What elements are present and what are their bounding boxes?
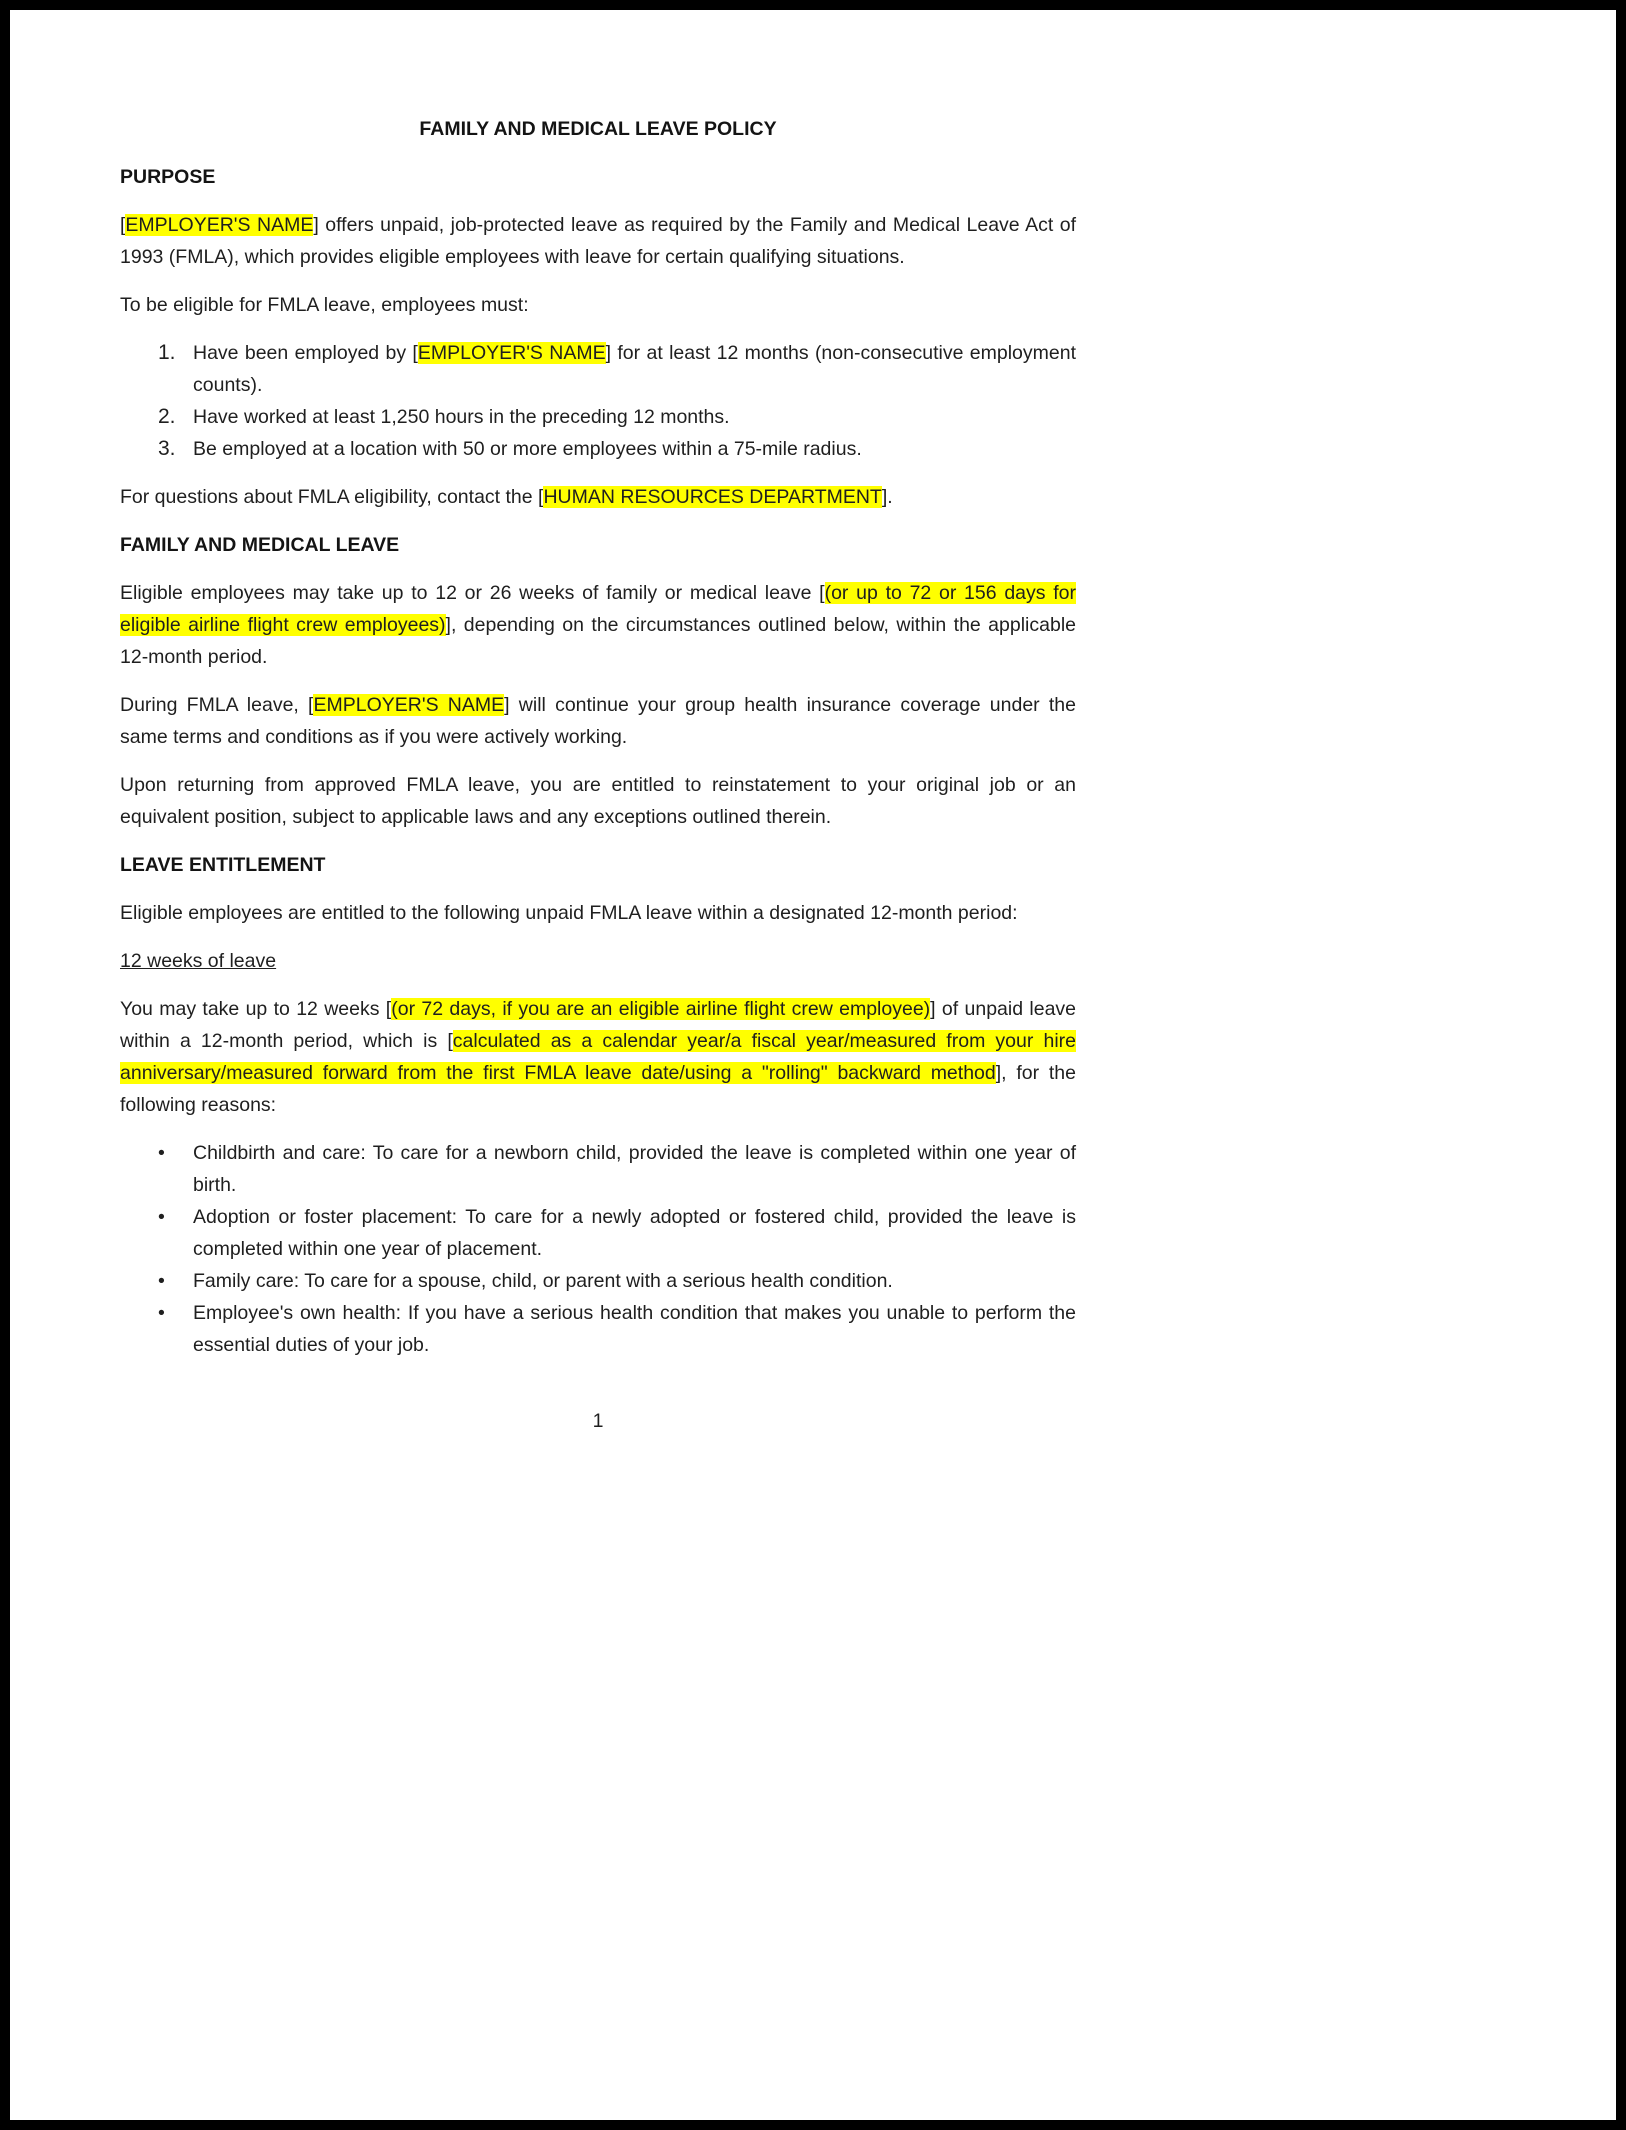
bullet-item-own-health bbox=[120, 1297, 1076, 1361]
document-content bbox=[120, 113, 1076, 1437]
text-run: ] of unpaid leave within a 12-month period, which is [ bbox=[120, 998, 1077, 1052]
highlighted-text: EMPLOYER'S NAME bbox=[125, 214, 314, 236]
list-number-3: 3. bbox=[158, 437, 176, 460]
text-run: Childbirth and care: To care for a newborn child, provided the leave is completed within one year of birth. bbox=[193, 1142, 1076, 1196]
bullet-item-text bbox=[193, 1137, 1076, 1201]
text-run: Have worked at least 1,250 hours in the preceding 12 months. bbox=[193, 406, 730, 428]
list-number-2: 2. bbox=[158, 405, 176, 428]
paragraph-entitlement-intro: Eligible employees are entitled to the following unpaid FMLA leave within a designated 12-month period: bbox=[120, 902, 1018, 924]
text-run: Eligible employees may take up to 12 or 26 weeks of family or medical leave [ bbox=[120, 582, 825, 604]
text-run: ]. bbox=[881, 486, 893, 508]
highlighted-text: EMPLOYER'S NAME bbox=[313, 694, 505, 716]
list-item-2 bbox=[120, 401, 1076, 433]
highlighted-text: HUMAN RESOURCES DEPARTMENT bbox=[543, 486, 882, 508]
text-run: For questions about FMLA eligibility, contact the [ bbox=[120, 486, 544, 508]
paragraph-12-weeks-detail bbox=[120, 993, 1076, 1121]
page-number: 1 bbox=[592, 1410, 604, 1432]
eligibility-numbered-list bbox=[120, 337, 1076, 465]
highlighted-text: calculated as a calendar year/a fiscal year/measured from your hire anniversary/measured forward from the first FMLA leave date/using a "rolling" backward method bbox=[120, 1030, 1076, 1084]
bullet-item-text bbox=[193, 1265, 1076, 1297]
list-number-1: 1. bbox=[158, 341, 176, 364]
text-run: Upon returning from approved FMLA leave, you are entitled to reinstatement to your original job or an equivalent position, subject to applicable laws and any exceptions outlined therein. bbox=[120, 774, 1076, 828]
paragraph-fml-3 bbox=[120, 769, 1076, 833]
paragraph-contact bbox=[120, 481, 1076, 513]
text-run: ] will continue your group health insurance coverage under the same terms and conditions as if you were actively working. bbox=[120, 694, 1076, 748]
bullet-item-family-care bbox=[120, 1265, 1076, 1297]
list-item-text bbox=[193, 337, 1076, 401]
list-item-1 bbox=[120, 337, 1076, 401]
bullet-item-text bbox=[193, 1201, 1076, 1265]
paragraph-purpose-intro bbox=[120, 209, 1076, 273]
text-run: ], depending on the circumstances outlined below, within the applicable 12-month period. bbox=[120, 614, 1076, 668]
paragraph-eligibility-lead: To be eligible for FMLA leave, employees must: bbox=[120, 294, 529, 316]
paragraph-fml-2 bbox=[120, 689, 1076, 753]
document-title: FAMILY AND MEDICAL LEAVE POLICY bbox=[419, 118, 777, 140]
bullet-icon: • bbox=[158, 1142, 165, 1164]
bullet-icon: • bbox=[158, 1206, 165, 1228]
subheading-12-weeks-of-leave: 12 weeks of leave bbox=[120, 950, 277, 972]
list-item-3 bbox=[120, 433, 1076, 465]
paragraph-fml-1 bbox=[120, 577, 1076, 673]
bullet-icon: • bbox=[158, 1270, 165, 1292]
list-item-text bbox=[193, 401, 1076, 433]
list-item-text bbox=[193, 433, 1076, 465]
bullet-item-childbirth bbox=[120, 1137, 1076, 1201]
text-run: ] offers unpaid, job-protected leave as required by the Family and Medical Leave Act of 1993 (FMLA), which provides eligible employees with leave for certain qualifying situations. bbox=[120, 214, 1076, 268]
text-run: ], for the following reasons: bbox=[120, 1062, 1076, 1116]
highlighted-text: EMPLOYER'S NAME bbox=[417, 342, 606, 364]
highlighted-text: (or up to 72 or 156 days for eligible airline flight crew employees) bbox=[120, 582, 1077, 636]
text-run: Adoption or foster placement: To care for a newly adopted or fostered child, provided the leave is completed within one year of placement. bbox=[193, 1206, 1076, 1260]
leave-reasons-bullet-list bbox=[120, 1137, 1076, 1361]
text-run: You may take up to 12 weeks [ bbox=[120, 998, 392, 1020]
text-run: During FMLA leave, [ bbox=[120, 694, 314, 716]
bullet-item-adoption bbox=[120, 1201, 1076, 1265]
text-run: Employee's own health: If you have a serious health condition that makes you unable to perform the essential duties of your job. bbox=[193, 1302, 1076, 1356]
heading-purpose: PURPOSE bbox=[120, 166, 216, 188]
highlighted-text: (or 72 days, if you are an eligible airline flight crew employee) bbox=[391, 998, 931, 1020]
text-run: Be employed at a location with 50 or more employees within a 75-mile radius. bbox=[193, 438, 862, 460]
heading-leave-entitlement: LEAVE ENTITLEMENT bbox=[120, 854, 326, 876]
bullet-item-text bbox=[193, 1297, 1076, 1361]
text-run: Have been employed by [ bbox=[193, 342, 418, 364]
text-run: [ bbox=[120, 214, 126, 236]
text-run: ] for at least 12 months (non-consecutive employment counts). bbox=[193, 342, 1076, 396]
text-run: Family care: To care for a spouse, child, or parent with a serious health condition. bbox=[193, 1270, 893, 1292]
bullet-icon: • bbox=[158, 1302, 165, 1324]
heading-family-and-medical-leave: FAMILY AND MEDICAL LEAVE bbox=[120, 534, 400, 556]
